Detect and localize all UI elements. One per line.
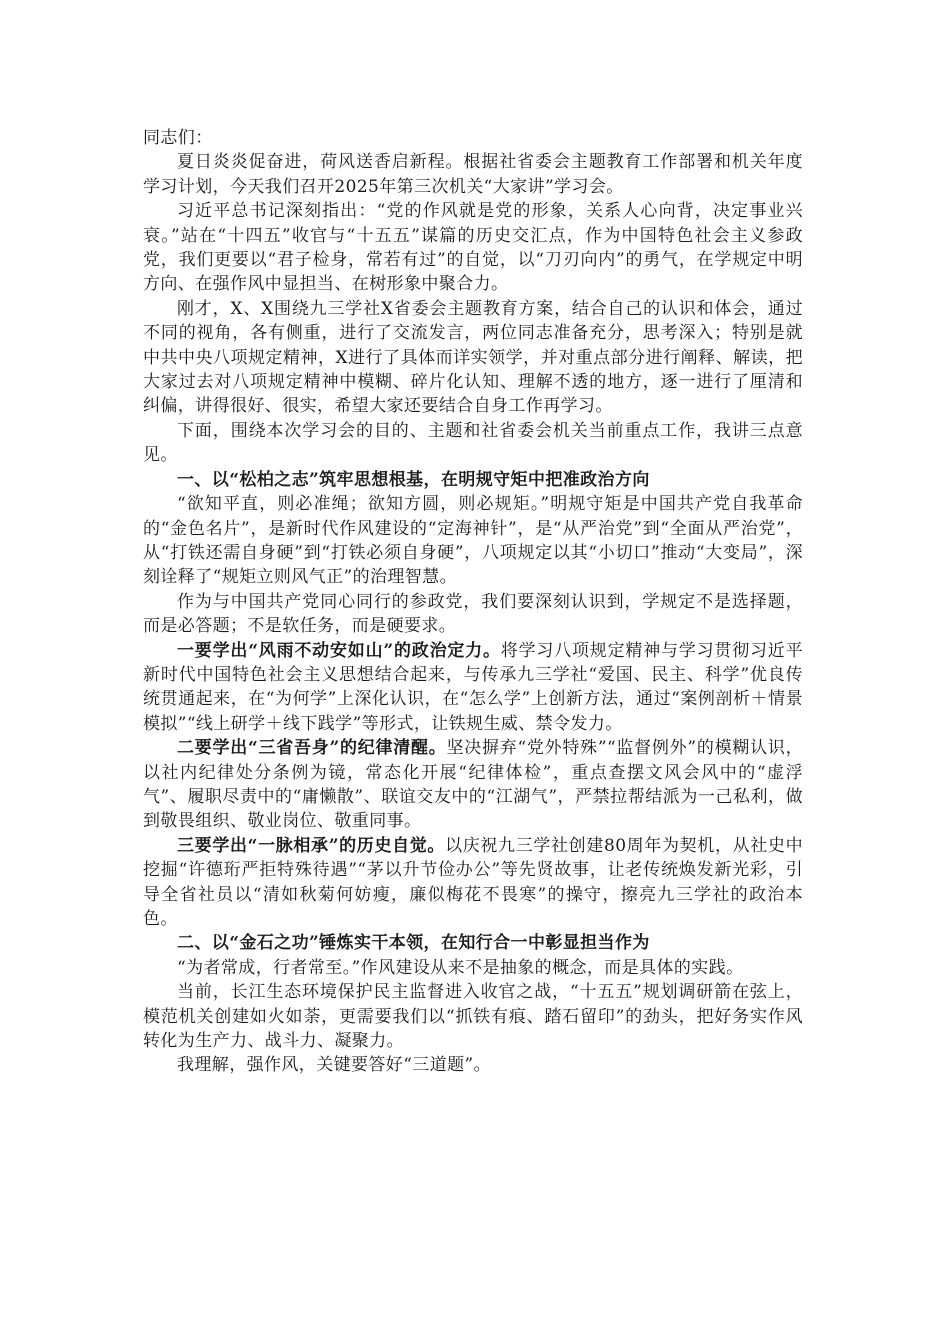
point-1-lead: 一要学出“风雨不动安如山”的政治定力。 <box>177 640 501 661</box>
section-heading-1: 一、以“松柏之志”筑牢思想根基，在明规守矩中把准政治方向 <box>177 469 650 490</box>
paragraph-opening: 夏日炎炎促奋进，荷风送香启新程。根据社省委会主题教育工作部署和机关年度学习计划，今天我们召开2025年第三次机关“大家讲”学习会。 <box>143 152 803 197</box>
section-heading-2: 二、以“金石之功”锤炼实干本领，在知行合一中彰显担当作为 <box>177 933 650 954</box>
point-3-lead: 三要学出“一脉相承”的历史自觉。 <box>177 835 446 856</box>
paragraph-point-3 <box>143 834 803 932</box>
document-body <box>143 126 803 1078</box>
paragraph-intro-points: 下面，围绕本次学习会的目的、主题和社省委会机关当前重点工作，我讲三点意见。 <box>143 420 803 466</box>
paragraph-practice: “为者常成，行者常至。”作风建设从来不是抽象的概念，而是具体的实践。 <box>177 957 744 978</box>
point-3-text: 以庆祝九三学社创建80周年为契机，从社史中挖掘“许德珩严拒特殊待遇”“茅以升节俭办公”等先贤故事，让老传统焕发新光彩，引导全省社员以“清如秋菊何妨瘦，廉似梅花不畏寒”的操守，擦亮九三学社的政治本色。 <box>143 835 803 929</box>
paragraph-review: 刚才，X、X围绕九三学社X省委会主题教育方案，结合自己的认识和体会，通过不同的视角，各有侧重，进行了交流发言，两位同志准备充分，思考深入；特别是就中共中央八项规定精神，X进行了具体而详实领学，并对重点部分进行阐释、解读，把大家过去对八项规定精神中模糊、碎片化认知、理解不透的地方，逐一进行了厘清和纠偏，讲得很好、很实，希望大家还要结合自身工作再学习。 <box>143 298 803 417</box>
paragraph-rules: “欲知平直，则必准绳；欲知方圆，则必规矩。”明规守矩是中国共产党自我革命的“金色名片”，是新时代作风建设的“定海神针”，是“从严治党”到“全面从严治党”，从“打铁还需自身硬”到“打铁必须自身硬”，八项规定以其“小切口”推动“大变局”，深刻诠释了“规矩立则风气正”的治理智慧。 <box>143 494 803 588</box>
paragraph-point-2 <box>143 736 803 834</box>
point-2-lead: 二要学出“三省吾身”的纪律清醒。 <box>177 738 447 759</box>
paragraph-point-1 <box>143 639 803 737</box>
point-2-text: 坚决摒弃“党外特殊”“监督例外”的模糊认识，以社内纪律处分条例为镜，常态化开展“纪律体检”，重点查摆文风会风中的“虚浮气”、履职尽责中的“庸懒散”、联谊交友中的“江湖气”，严禁拉帮结派为一己私利，做到敬畏组织、敬业岗位、敬重同事。 <box>143 738 803 832</box>
paragraph-current-work: 当前，长江生态环境保护民主监督进入收官之战，“十五五”规划调研箭在弦上，模范机关创建如火如荼，更需要我们以“抓铁有痕、踏石留印”的劲头，把好务实作风转化为生产力、战斗力、凝聚力。 <box>143 982 803 1052</box>
point-1-text: 将学习八项规定精神与学习贯彻习近平新时代中国特色社会主义思想结合起来，与传承九三学社“爱国、民主、科学”优良传统贯通起来，在“为何学”上深化认识，在“怎么学”上创新方法，通过“案例剖析＋情景模拟”“线上研学＋线下践学”等形式，让铁规生威、禁令发力。 <box>143 640 803 734</box>
paragraph-awareness: 作为与中国共产党同心同行的参政党，我们要深刻认识到，学规定不是选择题，而是必答题；不是软任务，而是硬要求。 <box>143 591 803 637</box>
salutation: 同志们： <box>143 128 213 148</box>
paragraph-quote-xi: 习近平总书记深刻指出：“党的作风就是党的形象，关系人心向背，决定事业兴衰。”站在“十四五”收官与“十五五”谋篇的历史交汇点，作为中国特色社会主义参政党，我们更要以“君子检身，常若有过”的自觉，以“刀刃向内”的勇气，在学规定中明方向、在强作风中显担当、在树形象中聚合力。 <box>143 201 803 295</box>
paragraph-three-questions: 我理解，强作风，关键要答好“三道题”。 <box>177 1055 491 1076</box>
